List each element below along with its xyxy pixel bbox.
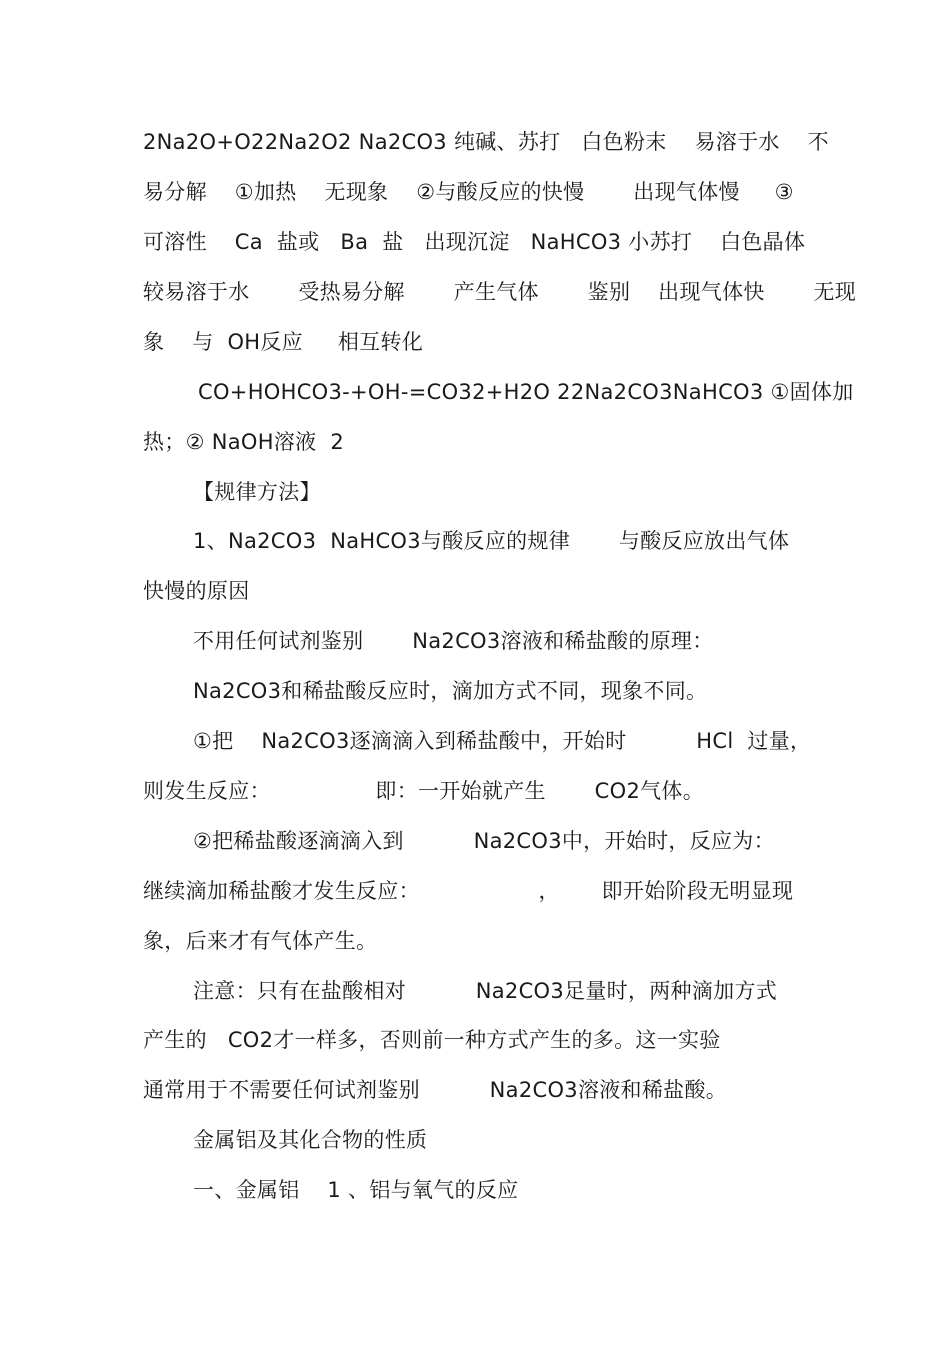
text-line: 不用任何试剂鉴别 Na2CO3溶液和稀盐酸的原理： <box>193 629 714 653</box>
text-line: 较易溶于水 受热易分解 产生气体 鉴别 出现气体快 无现 <box>143 280 857 304</box>
text-line: 注意：只有在盐酸相对 Na2CO3足量时，两种滴加方式 <box>193 979 778 1003</box>
section-heading: 一、金属铝 1 、铝与氧气的反应 <box>193 1178 519 1202</box>
text-line: 热；② NaOH溶液 2 <box>143 430 345 454</box>
text-line: 象 与 OH反应 相互转化 <box>143 330 424 354</box>
text-line: 1、Na2CO3 NaHCO3与酸反应的规律 与酸反应放出气体 <box>193 529 790 553</box>
text-line: 象，后来才有气体产生。 <box>143 929 378 953</box>
text-line: 快慢的原因 <box>143 579 250 603</box>
text-line: CO+HOHCO3-+OH-=CO32+H2O 22Na2CO3NaHCO3 ①固体加 <box>198 380 854 404</box>
text-line: 产生的 CO2才一样多，否则前一种方式产生的多。这一实验 <box>143 1028 721 1052</box>
text-line: ②把稀盐酸逐滴滴入到 Na2CO3中，开始时，反应为： <box>193 829 775 853</box>
text-line: ①把 Na2CO3逐滴滴入到稀盐酸中，开始时 HCl 过量， <box>193 729 812 753</box>
text-line: 2Na2O+O22Na2O2 Na2CO3 纯碱、苏打 白色粉末 易溶于水 不 <box>143 130 829 154</box>
section-heading: 【规律方法】 <box>193 480 321 504</box>
text-line: Na2CO3和稀盐酸反应时，滴加方式不同，现象不同。 <box>193 679 708 703</box>
text-line: 通常用于不需要任何试剂鉴别 Na2CO3溶液和稀盐酸。 <box>143 1078 728 1102</box>
text-line: 可溶性 Ca 盐或 Ba 盐 出现沉淀 NaHCO3 小苏打 白色晶体 <box>143 230 806 254</box>
text-line: 则发生反应： 即：一开始就产生 CO2气体。 <box>143 779 705 803</box>
section-heading: 金属铝及其化合物的性质 <box>193 1128 428 1152</box>
text-line: 易分解 ①加热 无现象 ②与酸反应的快慢 出现气体慢 ③ <box>143 180 794 204</box>
text-line: 继续滴加稀盐酸才发生反应： ， 即开始阶段无明显现 <box>143 879 794 903</box>
